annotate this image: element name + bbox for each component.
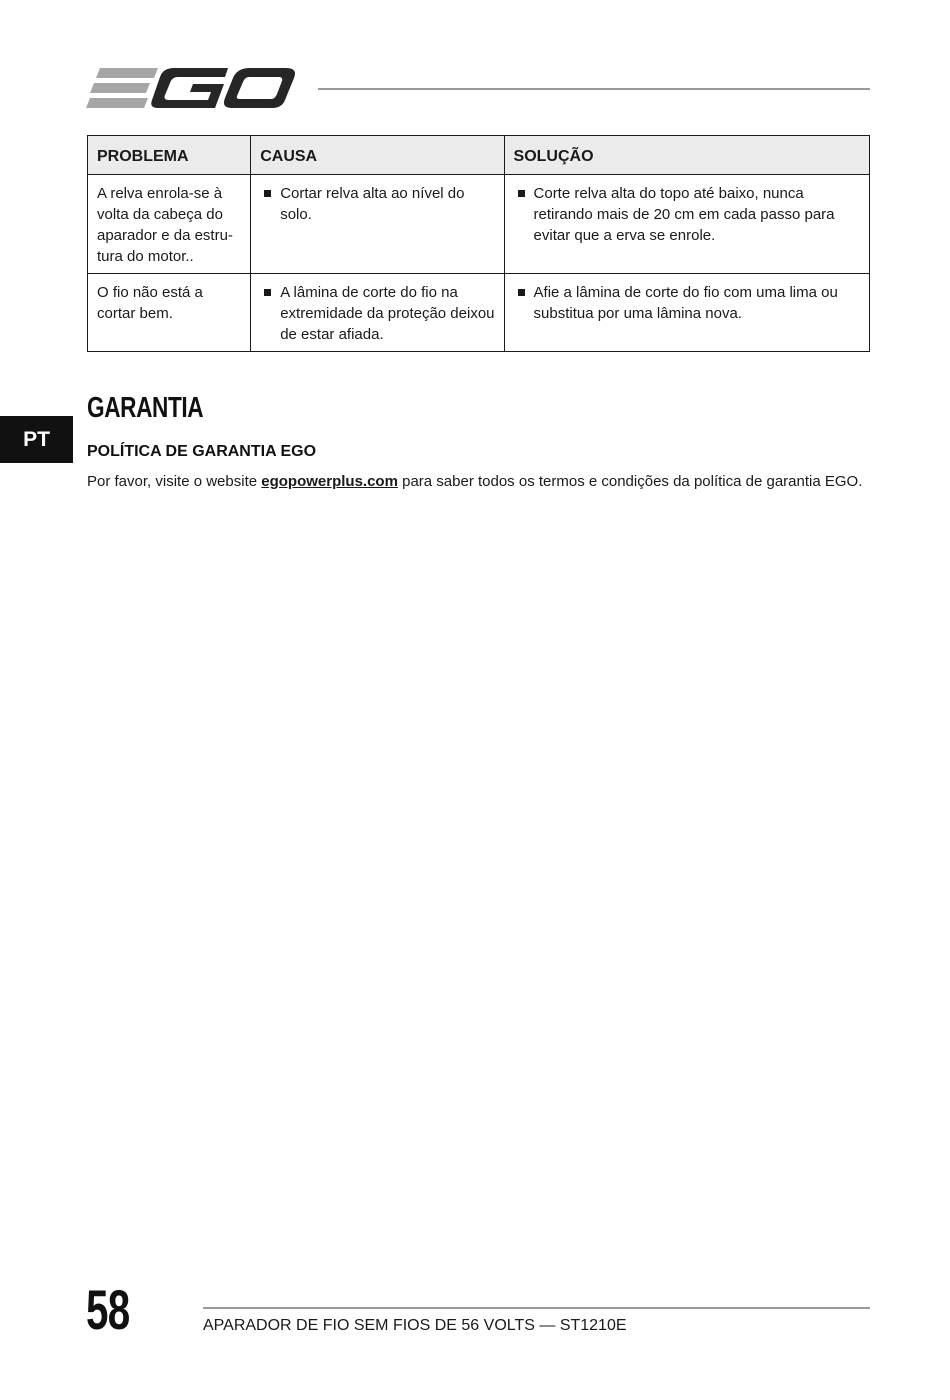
solution-bullet: Afie a lâmina de corte do fio com uma lima ou substitua por uma lâmina nova. xyxy=(514,282,860,324)
ego-logo xyxy=(86,64,298,112)
solution-bullet: Corte relva alta do topo até baixo, nunca retirando mais de 20 cm em cada passo para evitar que a erva se enrole. xyxy=(514,183,860,246)
footer-rule xyxy=(203,1307,870,1309)
solution-cell xyxy=(504,175,869,274)
cause-cell xyxy=(251,175,504,274)
header-rule xyxy=(318,88,870,90)
table-row xyxy=(88,175,870,274)
table-row xyxy=(88,274,870,352)
paragraph-text: para saber todos os termos e condições da política de garantia EGO. xyxy=(397,473,863,490)
footer-title: APARADOR DE FIO SEM FIOS DE 56 VOLTS — ST1210E xyxy=(203,1317,627,1334)
column-header-cause: CAUSA xyxy=(251,136,504,175)
troubleshooting-table xyxy=(87,135,870,352)
page-number: 58 xyxy=(86,1278,130,1341)
problem-cell: A relva enrola-se à volta da cabeça do aparador e da estru-tura do motor.. xyxy=(88,175,251,274)
solution-cell xyxy=(504,274,869,352)
paragraph-text: Por favor, visite o website xyxy=(87,473,262,490)
cause-bullet: Cortar relva alta ao nível do solo. xyxy=(260,183,494,225)
cause-cell xyxy=(251,274,504,352)
table-header-row xyxy=(88,136,870,175)
section-title: GARANTIA xyxy=(87,392,204,424)
problem-cell: O fio não está a cortar bem. xyxy=(88,274,251,352)
warranty-paragraph xyxy=(87,471,877,492)
column-header-problem: PROBLEMA xyxy=(88,136,251,175)
cause-bullet: A lâmina de corte do fio na extremidade da proteção deixou de estar afiada. xyxy=(260,282,494,345)
column-header-solution: SOLUÇÃO xyxy=(504,136,869,175)
language-tab: PT xyxy=(0,416,73,463)
subsection-title: POLÍTICA DE GARANTIA EGO xyxy=(87,443,317,460)
website-link[interactable]: egopowerplus.com xyxy=(261,473,398,490)
